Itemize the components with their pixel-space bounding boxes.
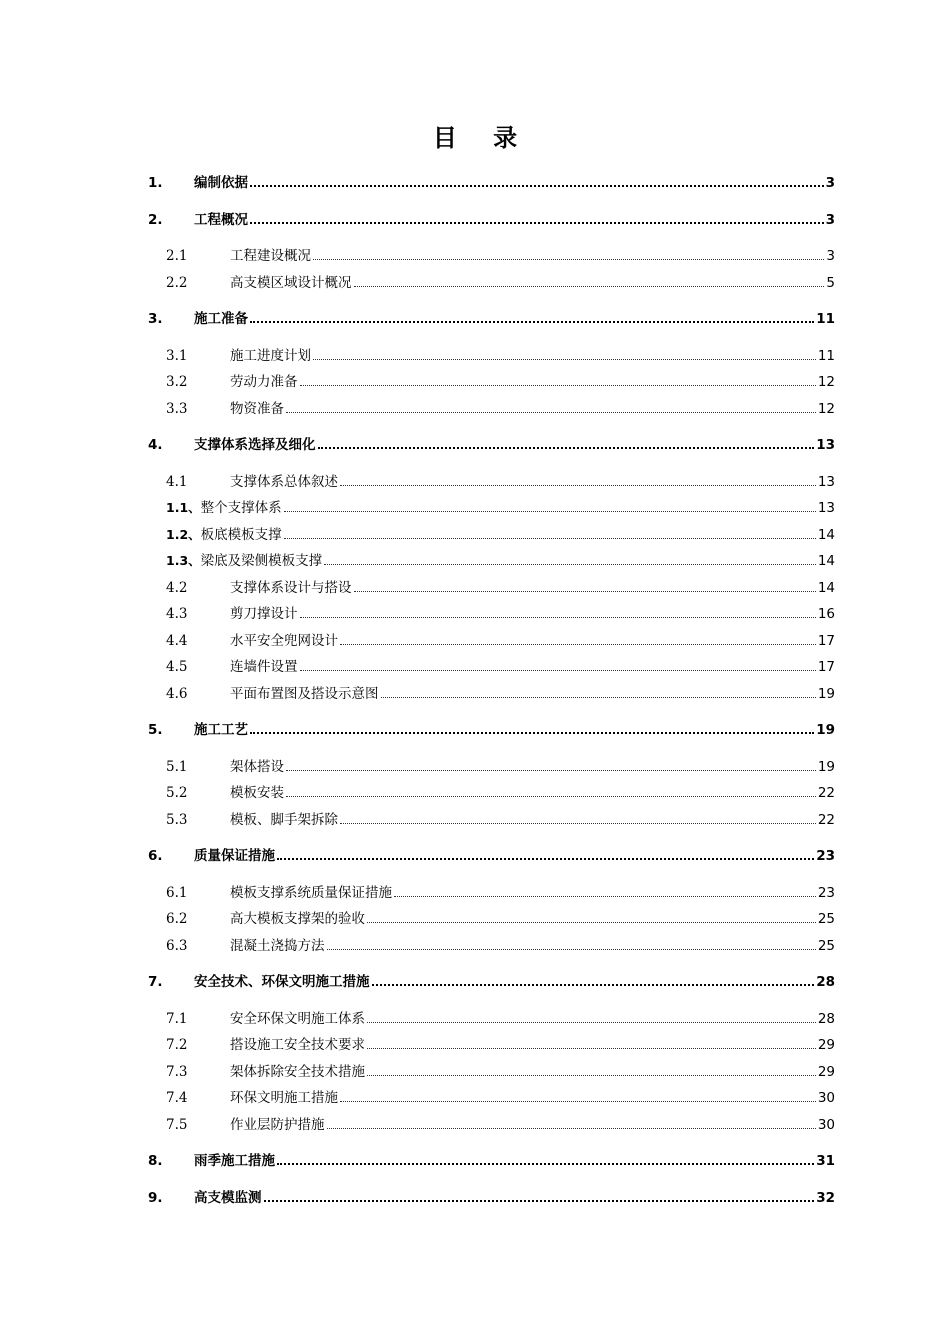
toc-dot-leader (324, 550, 816, 565)
toc-dot-leader (367, 1061, 816, 1076)
toc-entry-number: 6.1 (166, 884, 188, 901)
toc-entry-label: 高支模监测 (194, 1189, 262, 1206)
toc-entry[interactable] (146, 1112, 835, 1134)
toc-entry-number: 4.1 (166, 473, 188, 490)
toc-entry[interactable] (146, 1185, 835, 1207)
toc-entry[interactable] (146, 495, 835, 517)
toc-entry[interactable] (146, 843, 835, 865)
toc-entry[interactable] (146, 432, 835, 454)
toc-entry[interactable] (146, 1032, 835, 1054)
toc-dot-leader (264, 1186, 815, 1202)
toc-entry[interactable] (146, 522, 835, 544)
toc-entry[interactable] (146, 343, 835, 365)
toc-entry-number: 4.6 (166, 685, 188, 702)
toc-entry-page: 29 (817, 1037, 835, 1053)
toc-dot-leader (286, 782, 816, 797)
toc-entry[interactable] (146, 601, 835, 623)
toc-dot-leader (284, 497, 816, 512)
toc-dot-leader (367, 908, 816, 923)
toc-entry-label: 支撑体系总体叙述 (230, 473, 338, 490)
toc-entry-label: 水平安全兜网设计 (230, 632, 338, 649)
toc-entry[interactable] (146, 717, 835, 739)
toc-entry[interactable] (146, 243, 835, 265)
toc-entry-number: 3.1 (166, 347, 188, 364)
toc-entry-page: 5 (826, 274, 835, 291)
toc-dot-leader (381, 683, 816, 698)
toc-entry-label: 安全技术、环保文明施工措施 (194, 974, 370, 990)
toc-entry-number: 7.3 (166, 1063, 188, 1080)
toc-entry-page: 14 (817, 526, 835, 543)
toc-entry[interactable] (146, 933, 835, 955)
toc-entry-label: 模板支撑系统质量保证措施 (230, 884, 392, 901)
toc-entry-page: 3 (825, 211, 835, 228)
toc-entry[interactable] (146, 575, 835, 597)
toc-entry-label: 混凝土浇捣方法 (230, 937, 325, 954)
toc-dot-leader (367, 1008, 816, 1023)
toc-entry-number: 6.2 (166, 911, 188, 927)
toc-entry-page: 22 (817, 811, 835, 828)
toc-entry-number: 4.2 (166, 579, 188, 596)
toc-dot-leader (313, 245, 824, 260)
toc-entry-number: 1.3、 (166, 553, 201, 568)
toc-entry-page: 29 (817, 1063, 835, 1080)
toc-entry-label: 施工准备 (194, 311, 248, 327)
toc-entry-label: 平面布置图及搭设示意图 (230, 685, 379, 702)
toc-entry[interactable] (146, 681, 835, 703)
toc-entry-number: 1. (148, 175, 163, 191)
toc-entry-number: 2.2 (166, 274, 188, 291)
toc-entry-label: 施工进度计划 (230, 347, 311, 364)
toc-entry-label: 支撑体系设计与搭设 (230, 579, 352, 596)
toc-entry-page: 14 (817, 579, 835, 596)
toc-entry-number: 8. (148, 1153, 163, 1169)
toc-entry-label: 搭设施工安全技术要求 (230, 1037, 365, 1053)
toc-entry-label: 雨季施工措施 (194, 1153, 275, 1169)
toc-entry-label: 梁底及梁侧模板支撑 (200, 553, 323, 569)
toc-dot-leader (300, 603, 816, 618)
toc-entry[interactable] (146, 780, 835, 802)
toc-dot-leader (340, 630, 816, 645)
toc-entry-label: 物资准备 (230, 400, 284, 417)
toc-entry-number: 6.3 (166, 937, 188, 954)
toc-dot-leader (250, 307, 814, 323)
toc-entry-label: 支撑体系选择及细化 (194, 437, 316, 453)
toc-entry-label: 工程概况 (194, 211, 248, 228)
toc-entry-page: 32 (816, 1189, 835, 1206)
toc-entry[interactable] (146, 548, 835, 570)
toc-entry[interactable] (146, 754, 835, 776)
toc-entry-label: 整个支撑体系 (200, 500, 282, 516)
toc-entry-number: 2. (148, 211, 163, 228)
toc-entry-page: 28 (817, 1010, 835, 1027)
toc-entry-page: 23 (816, 848, 835, 864)
toc-entry-page: 23 (817, 884, 835, 901)
toc-entry-number: 5.1 (166, 758, 188, 775)
toc-entry-number: 7.5 (166, 1116, 188, 1133)
toc-dot-leader (250, 171, 824, 187)
toc-entry-page: 12 (817, 400, 835, 417)
toc-dot-leader (286, 398, 816, 413)
toc-dot-leader (327, 935, 816, 950)
toc-entry[interactable] (146, 170, 835, 192)
toc-entry[interactable] (146, 306, 835, 328)
toc-dot-leader (394, 882, 816, 897)
toc-dot-leader (286, 756, 816, 771)
toc-dot-leader (284, 524, 816, 539)
toc-entry-label: 工程建设概况 (230, 248, 311, 264)
toc-entry-number: 5.2 (166, 785, 188, 801)
toc-entry-label: 连墙件设置 (230, 659, 298, 675)
toc-entry-number: 4.4 (166, 632, 188, 649)
toc-entry-label: 模板、脚手架拆除 (230, 811, 338, 828)
toc-dot-leader (372, 970, 815, 986)
toc-dot-leader (340, 471, 816, 486)
toc-entry-number: 7. (148, 974, 163, 990)
toc-entry[interactable] (146, 880, 835, 902)
toc-entry-label: 质量保证措施 (194, 848, 275, 864)
toc-entry[interactable] (146, 628, 835, 650)
toc-entry[interactable] (146, 969, 835, 991)
toc-entry-number: 9. (148, 1189, 163, 1206)
toc-entry[interactable] (146, 906, 835, 928)
toc-entry-number: 7.4 (166, 1090, 188, 1106)
toc-dot-leader (250, 208, 824, 224)
toc-dot-leader (277, 1149, 814, 1165)
toc-entry-label: 安全环保文明施工体系 (230, 1010, 365, 1027)
toc-entry-label: 编制依据 (194, 175, 248, 191)
toc-entry-page: 3 (825, 175, 835, 191)
toc-entry-number: 2.1 (166, 248, 188, 264)
toc-entry-page: 13 (817, 500, 835, 516)
toc-dot-leader (340, 1087, 816, 1102)
toc-entry-number: 3.3 (166, 400, 188, 417)
toc-entry[interactable] (146, 1085, 835, 1107)
toc-entry-page: 11 (816, 311, 835, 327)
toc-entry-number: 6. (148, 848, 163, 864)
toc-dot-leader (277, 844, 814, 860)
toc-entry-number: 7.2 (166, 1037, 188, 1053)
toc-entry-page: 16 (817, 606, 835, 622)
toc-entry-label: 高支模区域设计概况 (230, 274, 352, 291)
toc-entry-label: 施工工艺 (194, 722, 248, 738)
toc-entry-label: 板底模板支撑 (200, 526, 282, 543)
toc-entry-page: 17 (817, 659, 835, 675)
toc-entry-number: 5.3 (166, 811, 188, 828)
toc-dot-leader (313, 345, 816, 360)
toc-entry-label: 劳动力准备 (230, 374, 298, 390)
toc-dot-leader (354, 272, 825, 287)
toc-entry-label: 高大模板支撑架的验收 (230, 911, 365, 927)
toc-entry-label: 剪刀撑设计 (230, 606, 298, 622)
toc-entry-label: 架体拆除安全技术措施 (230, 1063, 365, 1080)
toc-entry-number: 1.2、 (166, 526, 201, 542)
toc-entry[interactable] (146, 369, 835, 391)
toc-entry[interactable] (146, 469, 835, 491)
toc-entry-page: 13 (816, 437, 835, 453)
toc-entry[interactable] (146, 207, 835, 229)
toc-entry-page: 12 (817, 374, 835, 390)
toc-entry-number: 7.1 (166, 1010, 188, 1027)
toc-entry-page: 19 (817, 685, 835, 702)
toc-entry-label: 环保文明施工措施 (230, 1090, 338, 1106)
toc-entry-page: 25 (817, 937, 835, 954)
toc-entry-page: 30 (817, 1090, 835, 1106)
toc-entry-page: 22 (817, 785, 835, 801)
toc-title: 目 录 (432, 124, 532, 152)
toc-entry[interactable] (146, 270, 835, 292)
toc-entry-number: 4. (148, 437, 163, 453)
toc-entry-number: 4.5 (166, 659, 188, 675)
toc-entry-number: 3.2 (166, 374, 188, 390)
toc-entry-page: 14 (817, 553, 835, 569)
toc-entry-page: 30 (817, 1116, 835, 1133)
toc-entry-number: 5. (148, 722, 163, 738)
toc-entry-page: 17 (817, 632, 835, 649)
toc-entry-page: 31 (816, 1153, 835, 1169)
toc-entry-page: 3 (826, 248, 835, 264)
toc-dot-leader (340, 809, 816, 824)
toc-entry-number: 4.3 (166, 606, 188, 622)
toc-entry-page: 13 (817, 473, 835, 490)
toc-dot-leader (318, 433, 815, 449)
toc-dot-leader (327, 1114, 816, 1129)
toc-entry-number: 1.1、 (166, 500, 201, 515)
toc-dot-leader (367, 1034, 816, 1049)
toc-entry-page: 11 (817, 347, 835, 364)
toc-entry[interactable] (146, 1006, 835, 1028)
toc-entry[interactable] (146, 396, 835, 418)
toc-dot-leader (354, 577, 816, 592)
toc-dot-leader (300, 371, 816, 386)
toc-entry-label: 模板安装 (230, 785, 284, 801)
toc-dot-leader (250, 718, 814, 734)
toc-entry-page: 28 (816, 974, 835, 990)
toc-entry[interactable] (146, 1059, 835, 1081)
toc-entry[interactable] (146, 654, 835, 676)
toc-entry[interactable] (146, 1148, 835, 1170)
toc-entry-label: 架体搭设 (230, 758, 284, 775)
toc-entry-number: 3. (148, 311, 163, 327)
toc-dot-leader (300, 656, 816, 671)
toc-entry-page: 25 (817, 911, 835, 927)
toc-entry-page: 19 (816, 722, 835, 738)
toc-entry-label: 作业层防护措施 (230, 1116, 325, 1133)
toc-entry-page: 19 (817, 758, 835, 775)
toc-entry[interactable] (146, 807, 835, 829)
